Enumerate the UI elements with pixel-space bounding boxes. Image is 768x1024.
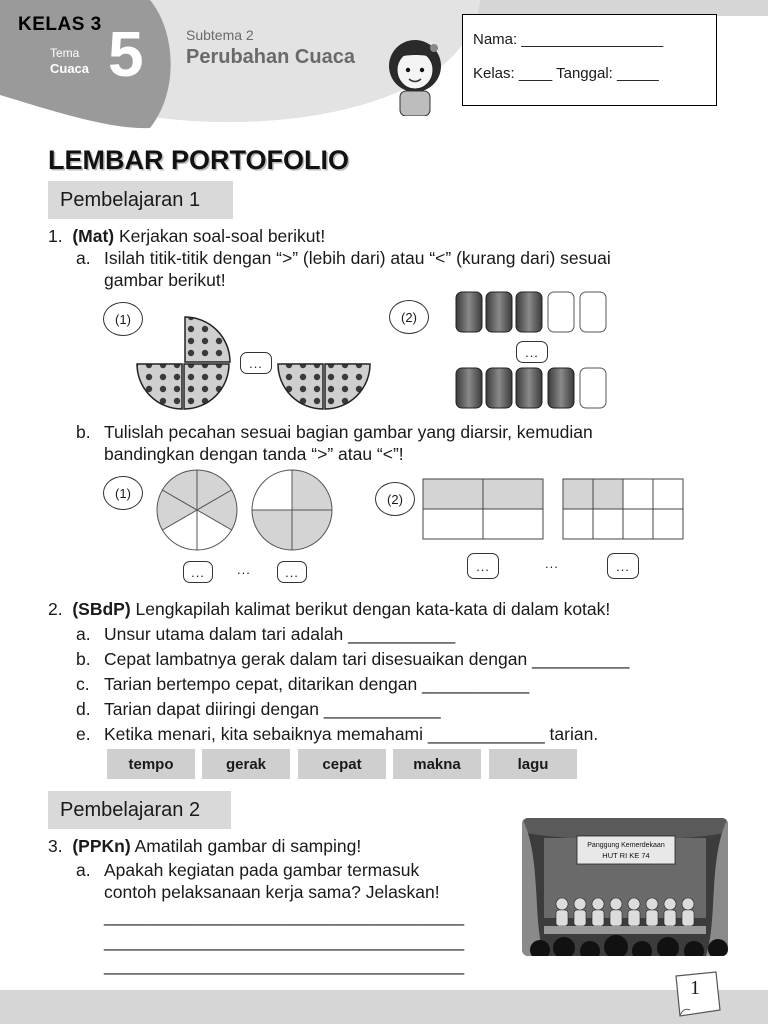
name-field[interactable]: Nama: _________________: [473, 31, 664, 48]
answer-line[interactable]: _____________________________________: [104, 906, 465, 926]
question-3a-line2: contoh pelaksanaan kerja sama? Jelaskan!: [104, 882, 440, 902]
question-2d-letter: d.: [76, 699, 91, 719]
question-2e-letter: e.: [76, 724, 91, 744]
page-title: LEMBAR PORTOFOLIO: [48, 145, 349, 175]
question-1b-letter: b.: [76, 422, 91, 442]
figure-b1-label: (1): [103, 476, 143, 510]
circle-fractions-figure: [152, 468, 342, 556]
question-2c-letter: c.: [76, 674, 90, 694]
question-3a-letter: a.: [76, 860, 91, 880]
page-number: 1: [690, 977, 700, 999]
question-2a[interactable]: Unsur utama dalam tari adalah ___________: [104, 624, 456, 644]
subtheme-title: Perubahan Cuaca: [186, 46, 355, 68]
question-2e[interactable]: Ketika menari, kita sebaiknya memahami ____________ tarian.: [104, 724, 599, 744]
word-bank-item: gerak: [202, 749, 290, 779]
section-heading-1: Pembelajaran 1: [48, 181, 233, 219]
theme-number: 5: [108, 18, 144, 90]
question-2c[interactable]: Tarian bertempo cepat, ditarikan dengan ___________: [104, 674, 530, 694]
question-3a-line1: Apakah kegiatan pada gambar termasuk: [104, 860, 420, 880]
question-1b-line2: bandingkan dengan tanda “>” atau “<”!: [104, 444, 404, 464]
question-1b-line1: Tulislah pecahan sesuai bagian gambar yang diarsir, kemudian: [104, 422, 593, 442]
question-2d[interactable]: Tarian dapat diiringi dengan ____________: [104, 699, 441, 719]
theme-label: Tema: [50, 46, 80, 60]
section-heading-2: Pembelajaran 2: [48, 791, 231, 829]
question-1a-line2: gambar berikut!: [104, 270, 226, 290]
identity-box: [462, 14, 717, 106]
compare-blank-b2[interactable]: ...: [545, 556, 559, 571]
answer-line[interactable]: _____________________________________: [104, 955, 465, 975]
compare-blank-b1[interactable]: ...: [237, 562, 251, 577]
word-bank-item: lagu: [489, 749, 577, 779]
answer-box-a1[interactable]: ...: [240, 352, 272, 374]
figure-a2-label: (2): [389, 300, 429, 334]
question-2b[interactable]: Cepat lambatnya gerak dalam tari disesuaikan dengan __________: [104, 649, 630, 669]
subtheme-label: Subtema 2: [186, 27, 254, 43]
banner-text-2: HUT RI KE 74: [602, 851, 650, 860]
class-date-field[interactable]: Kelas: ____ Tanggal: _____: [473, 65, 659, 82]
question-2: 2. (SBdP) Lengkapilah kalimat berikut dengan kata-kata di dalam kotak!: [48, 599, 611, 619]
grid-fractions-figure: [422, 478, 686, 540]
answer-box-a2[interactable]: ...: [516, 341, 548, 363]
stage-illustration: [522, 818, 728, 956]
question-1a-line1: Isilah titik-titik dengan “>” (lebih dari) atau “<” (kurang dari) sesuai: [104, 248, 611, 268]
question-3: 3. (PPKn) Amatilah gambar di samping!: [48, 836, 362, 856]
word-bank-item: makna: [393, 749, 481, 779]
answer-box-b1-left[interactable]: ...: [183, 561, 213, 583]
question-1: 1. (Mat) Kerjakan soal-soal berikut!: [48, 226, 326, 246]
word-bank-item: cepat: [298, 749, 386, 779]
figure-b2-label: (2): [375, 482, 415, 516]
question-1a-letter: a.: [76, 248, 91, 268]
banner-text-1: Panggung Kemerdekaan: [587, 842, 665, 849]
answer-line[interactable]: _____________________________________: [104, 931, 465, 951]
word-bank-item: tempo: [107, 749, 195, 779]
question-2b-letter: b.: [76, 649, 91, 669]
class-label: KELAS 3: [18, 14, 102, 35]
figure-a1-label: (1): [103, 302, 143, 336]
girl-illustration: [382, 36, 448, 116]
footer-bar: [0, 990, 768, 1024]
question-2a-letter: a.: [76, 624, 91, 644]
theme-name: Cuaca: [50, 61, 90, 76]
answer-box-b2-right[interactable]: ...: [607, 553, 639, 579]
answer-box-b2-left[interactable]: ...: [467, 553, 499, 579]
answer-box-b1-right[interactable]: ...: [277, 561, 307, 583]
